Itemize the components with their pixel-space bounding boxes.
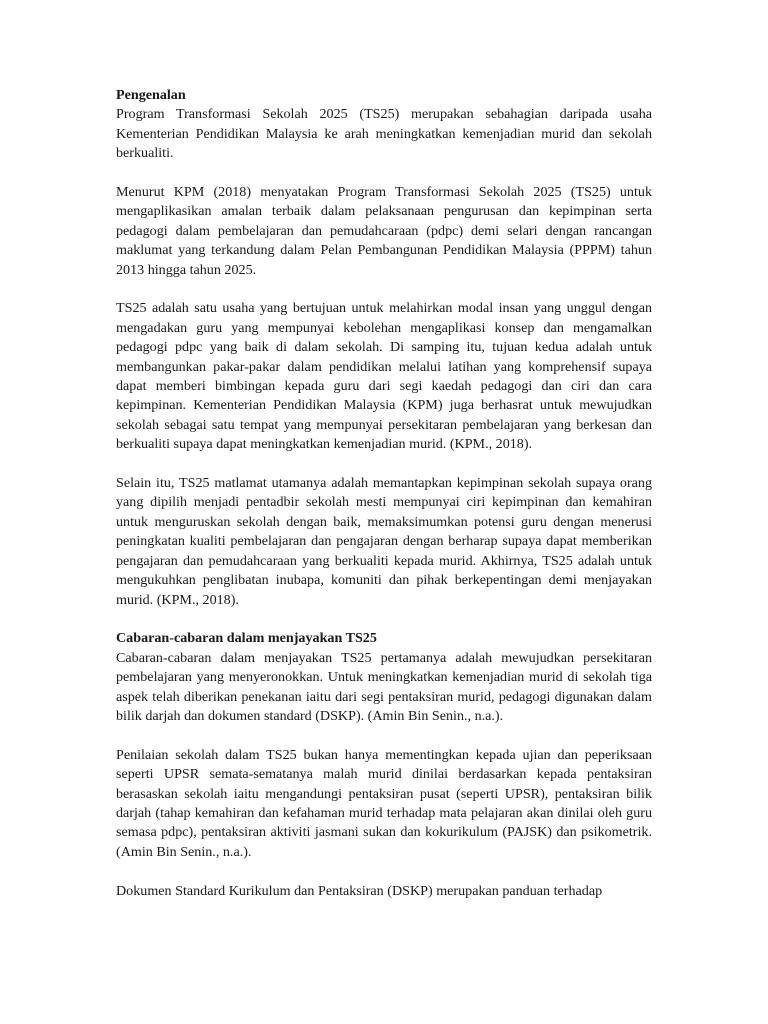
paragraph: Selain itu, TS25 matlamat utamanya adalah memantapkan kepimpinan sekolah supaya orang yang dipilih menjadi pentadbir sekolah mesti mempunyai ciri kepimpinan dan kemahiran untuk menguruskan sekolah dengan baik, memaksimumkan potensi guru dengan menerusi peningkatan kualiti pembelajaran dan pengajaran dengan berharap supaya dapat memberikan pengajaran dan pemudahcaraan yang berkualiti kepada murid. Akhirnya, TS25 adalah untuk mengukuhkan penglibatan inubapa, komuniti dan pihak berkepentingan demi menjayakan murid. (KPM., 2018). <box>116 475 652 608</box>
paragraph: Penilaian sekolah dalam TS25 bukan hanya mementingkan kepada ujian dan peperiksaan seperti UPSR semata-sematanya malah murid dinilai berdasarkan kepada pentaksiran berasaskan sekolah iaitu mengandungi pentaksiran pusat (seperti UPSR), pentaksiran bilik darjah (tahap kemahiran dan kefahaman murid terhadap mata pelajaran akan dinilai oleh guru semasa pdpc), pentaksiran aktiviti jasmani sukan dan kokurikulum (PAJSK) dan psikometrik. (Amin Bin Senin., n.a.). <box>116 746 652 860</box>
paragraph-gap <box>116 726 652 745</box>
paragraph-gap <box>116 455 652 474</box>
paragraph-gap <box>116 164 652 183</box>
paragraph: Menurut KPM (2018) menyatakan Program Transformasi Sekolah 2025 (TS25) untuk mengaplikasikan amalan terbaik dalam pelaksanaan pengurusan dan kepimpinan serta pedagogi dalam pembelajaran dan pemudahcaraan (pdpc) demi selari dengan rancangan maklumat yang terkandung dalam Pelan Pembangunan Pendidikan Malaysia (PPPM) tahun 2013 hingga tahun 2025. <box>116 184 652 278</box>
paragraph: TS25 adalah satu usaha yang bertujuan untuk melahirkan modal insan yang unggul dengan mengadakan guru yang mempunyai kebolehan mengaplikasi konsep dan mengamalkan pedagogi pdpc yang baik di dalam sekolah. Di samping itu, tujuan kedua adalah untuk membangunkan pakar-pakar dalam pendidikan melalui latihan yang komprehensif supaya dapat memberi bimbingan kepada guru dari segi kaedah pedagogi dan ciri dan cara kepimpinan. Kementerian Pendidikan Malaysia (KPM) juga berhasrat untuk mewujudkan sekolah sebagai satu tempat yang mempunyai persekitaran pembelajaran yang berkesan dan berkualiti supaya dapat meningkatkan kemenjadian murid. (KPM., 2018). <box>116 300 652 453</box>
paragraph: Cabaran-cabaran dalam menjayakan TS25 pertamanya adalah mewujudkan persekitaran pembelajaran yang menyeronokkan. Untuk meningkatkan kemenjadian murid di sekolah tiga aspek telah diberikan penekanan iaitu dari segi pentaksiran murid, pedagogi digunakan dalam bilik darjah dan dokumen standard (DSKP). (Amin Bin Senin., n.a.). <box>116 649 652 724</box>
paragraph: Dokumen Standard Kurikulum dan Pentaksiran (DSKP) merupakan panduan terhadap <box>116 882 603 899</box>
paragraph-gap <box>116 862 652 881</box>
paragraph: Program Transformasi Sekolah 2025 (TS25) merupakan sebahagian daripada usaha Kementerian Pendidikan Malaysia ke arah meningkatkan kemenjadian murid dan sekolah berkualiti. <box>116 106 652 162</box>
paragraph-gap <box>116 280 652 299</box>
section-heading-cabaran: Cabaran-cabaran dalam menjayakan TS25 <box>116 630 377 647</box>
section-heading-pengenalan: Pengenalan <box>116 87 186 103</box>
paragraph-gap <box>116 610 652 629</box>
